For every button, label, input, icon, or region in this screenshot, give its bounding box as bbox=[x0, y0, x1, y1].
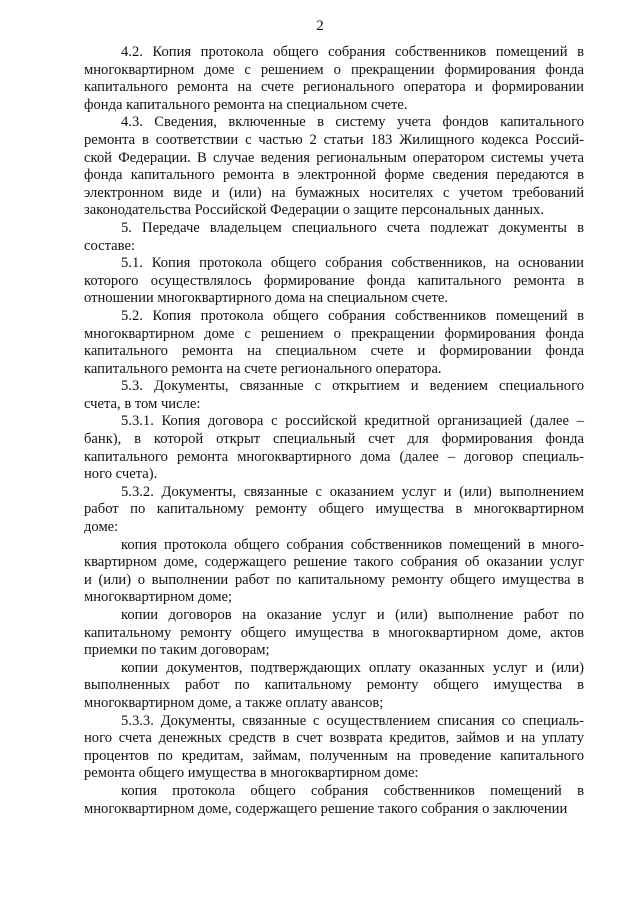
paragraph-p-4-3 bbox=[84, 114, 584, 220]
text-line: банк), в которой открыт специальный счет для формирования фонда bbox=[84, 431, 584, 448]
text-line: процентов по кредитам, займам, полученным на проведение капитального bbox=[84, 747, 584, 764]
text-line: 4.3. Сведения, включенные в систему учета фондов капитального bbox=[121, 114, 584, 131]
text-line: многоквартирном доме с решением о прекращении формирования фонда bbox=[84, 61, 584, 78]
paragraph-p-5-3-2-c bbox=[84, 660, 584, 713]
text-line: отношении многоквартирного дома на специальном счете. bbox=[84, 290, 448, 307]
paragraph-p-5-3-3-a bbox=[84, 783, 584, 818]
text-line: электронном виде и (или) на бумажных носителях с учетом требований bbox=[84, 184, 584, 201]
text-line: 5. Передаче владельцем специального счета подлежат документы в bbox=[121, 219, 584, 236]
text-line: ремонта общего имущества в многоквартирном доме: bbox=[84, 765, 419, 782]
text-line: капитального ремонта многоквартирного дома (далее – договор специаль- bbox=[84, 448, 584, 465]
paragraph-p-5-3-2-a bbox=[84, 537, 584, 607]
text-line: фонда капитального ремонта в электронной форме сведения передаются в bbox=[84, 167, 584, 184]
paragraph-p-5-3 bbox=[84, 378, 584, 413]
paragraph-p-5-2 bbox=[84, 308, 584, 378]
text-line: работ по капитальному ремонту общего имущества в многоквартирном bbox=[84, 501, 584, 518]
text-line: 4.2. Копия протокола общего собрания собственников помещений в bbox=[121, 44, 584, 60]
text-line: копии договоров на оказание услуг и (или) выполнение работ по bbox=[121, 607, 584, 623]
paragraph-p-4-2 bbox=[84, 44, 584, 114]
text-line: и (или) о выполнении работ по капитальному ремонту общего имущества в bbox=[84, 571, 584, 588]
text-line: капитального ремонта на счете регионального оператора и формировании bbox=[84, 79, 584, 96]
text-line: многоквартирном доме, а также оплату авансов; bbox=[84, 694, 384, 711]
text-line: копии документов, подтверждающих оплату оказанных услуг и (или) bbox=[121, 659, 584, 676]
text-line: счета, в том числе: bbox=[84, 395, 201, 412]
text-line: квартирном доме, содержащего решение такого собрания об оказании услуг bbox=[84, 554, 584, 571]
text-line: 5.3.1. Копия договора с российской кредитной организацией (далее – bbox=[121, 413, 584, 430]
text-line: законодательства Российской Федерации о защите персональных данных. bbox=[84, 202, 544, 219]
text-line: 5.2. Копия протокола общего собрания собственников помещений в bbox=[121, 307, 584, 324]
text-line: ремонта в соответствии с частью 2 статьи 183 Жилищного кодекса Россий- bbox=[84, 131, 584, 148]
text-line: ской Федерации. В случае ведения региональным оператором системы учета bbox=[84, 149, 584, 166]
text-line: ного счета). bbox=[84, 466, 158, 483]
text-line: 5.3.3. Документы, связанные с осуществлением списания со специаль- bbox=[121, 712, 584, 729]
text-line: ного счета денежных средств в счет возврата кредитов, займов и на уплату bbox=[84, 730, 584, 747]
text-line: многоквартирном доме с решением о прекращении формирования фонда bbox=[84, 325, 584, 342]
text-line: доме: bbox=[84, 519, 119, 536]
document-body bbox=[84, 44, 584, 818]
text-line: которого осуществлялось формирование фонда капитального ремонта в bbox=[84, 272, 584, 289]
text-line: капитального ремонта на специальном счете и формировании фонда bbox=[84, 343, 584, 360]
text-line: составе: bbox=[84, 237, 135, 254]
text-line: капитальному ремонту общего имущества в многоквартирном доме, актов bbox=[84, 624, 584, 641]
text-line: 5.3. Документы, связанные с открытием и ведением специального bbox=[121, 378, 584, 395]
paragraph-p-5-3-3 bbox=[84, 713, 584, 783]
text-line: выполненных работ по капитальному ремонту общего имущества в bbox=[84, 677, 584, 694]
text-line: капитального ремонта на счете регионального оператора. bbox=[84, 360, 442, 377]
paragraph-p-5-3-2-b bbox=[84, 607, 584, 660]
text-line: 5.1. Копия протокола общего собрания собственников, на основании bbox=[121, 255, 584, 272]
text-line: приемки по таким договорам; bbox=[84, 642, 270, 659]
text-line: 5.3.2. Документы, связанные с оказанием услуг и (или) выполнением bbox=[121, 483, 584, 500]
page-number: 2 bbox=[316, 18, 324, 34]
text-line: многоквартирном доме, содержащего решение такого собрания о заключении bbox=[84, 800, 568, 817]
text-line: копия протокола общего собрания собственников помещений в много- bbox=[121, 536, 584, 553]
text-line: многоквартирном доме; bbox=[84, 589, 233, 606]
paragraph-p-5-1 bbox=[84, 255, 584, 308]
paragraph-p-5-3-2 bbox=[84, 484, 584, 537]
paragraph-p-5-3-1 bbox=[84, 413, 584, 483]
text-line: копия протокола общего собрания собственников помещений в bbox=[121, 782, 584, 799]
paragraph-p-5 bbox=[84, 220, 584, 255]
text-line: фонда капитального ремонта на специальном счете. bbox=[84, 96, 408, 113]
